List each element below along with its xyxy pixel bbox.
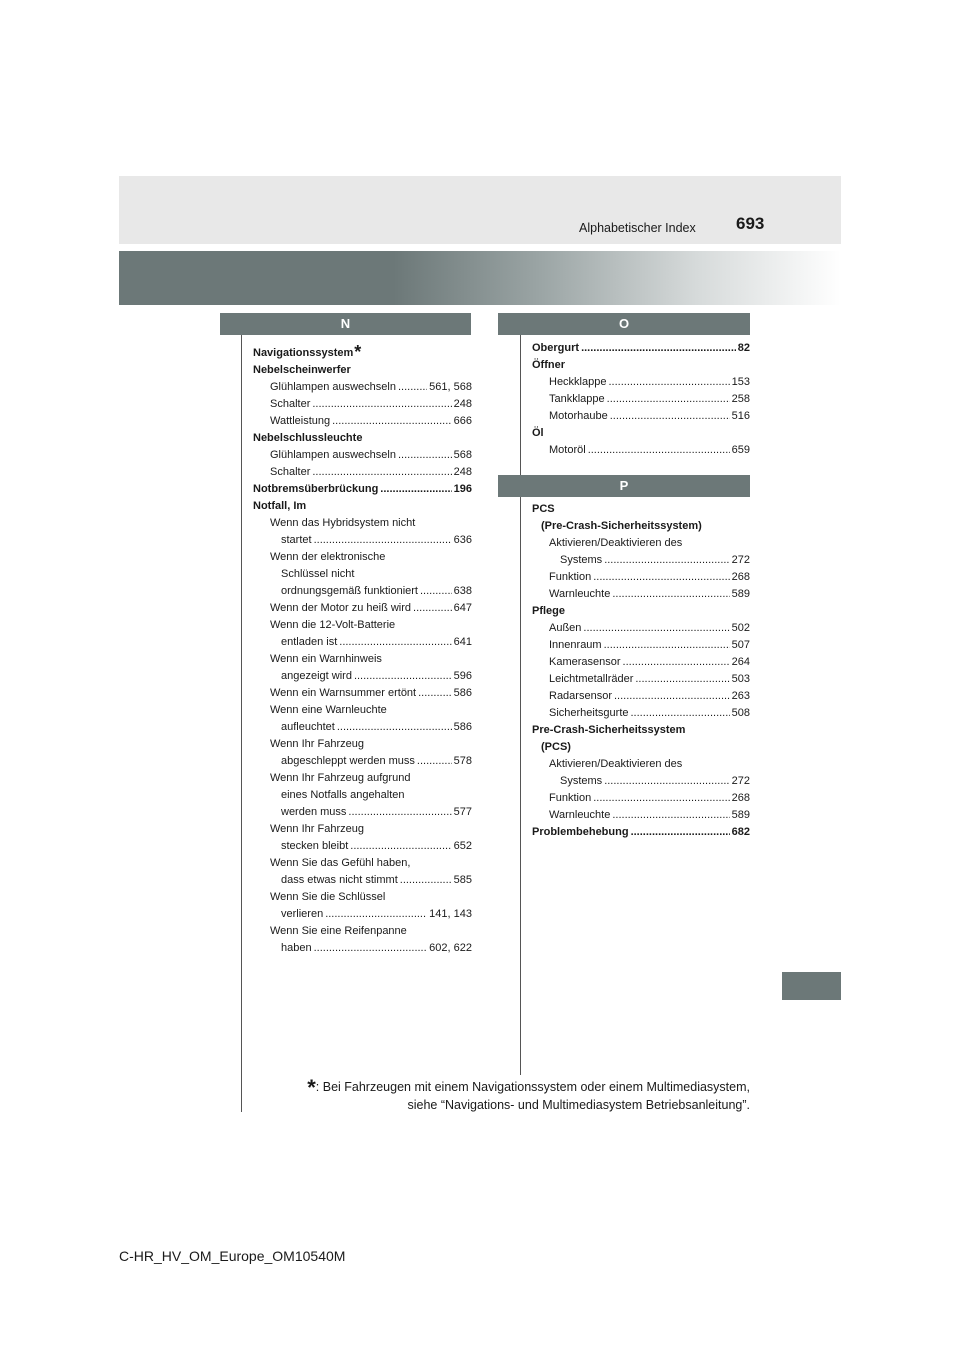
index-entry bbox=[532, 739, 750, 756]
dot-leader bbox=[337, 719, 452, 736]
index-entry-term: verlieren bbox=[281, 908, 324, 920]
document-code: C-HR_HV_OM_Europe_OM10540M bbox=[119, 1248, 346, 1264]
index-entry-page: 577 bbox=[453, 806, 472, 818]
index-entry bbox=[532, 357, 750, 374]
index-entry-term: Navigationssystem bbox=[253, 347, 354, 359]
index-entry bbox=[253, 634, 472, 651]
index-entry-page: 258 bbox=[731, 393, 750, 405]
index-entry bbox=[532, 722, 750, 739]
dot-leader bbox=[612, 807, 729, 824]
index-entry bbox=[253, 464, 472, 481]
index-entry-term: Heckklappe bbox=[549, 376, 607, 388]
index-entry bbox=[253, 838, 472, 855]
index-entry-term: (Pre-Crash-Sicherheitssystem) bbox=[541, 520, 702, 532]
index-entry bbox=[532, 637, 750, 654]
index-entry-term: Wenn der elektronische bbox=[270, 551, 386, 563]
index-entry-term: Öl bbox=[532, 427, 544, 439]
index-entry bbox=[532, 391, 750, 408]
dot-leader bbox=[593, 569, 729, 586]
index-entry-page: 586 bbox=[453, 687, 472, 699]
index-entry-term: Wenn Sie das Gefühl haben, bbox=[270, 857, 411, 869]
index-entry bbox=[253, 396, 472, 413]
index-entry bbox=[253, 566, 472, 583]
index-entry bbox=[253, 583, 472, 600]
index-entry-term: Motorhaube bbox=[549, 410, 608, 422]
index-entry bbox=[532, 688, 750, 705]
index-entry-term: Innenraum bbox=[549, 639, 602, 651]
index-entry bbox=[253, 821, 472, 838]
index-entry-term: Warnleuchte bbox=[549, 588, 611, 600]
dot-leader bbox=[583, 620, 729, 637]
dot-leader bbox=[631, 824, 730, 841]
index-entry-term: entladen ist bbox=[281, 636, 338, 648]
index-entry bbox=[532, 569, 750, 586]
dot-leader bbox=[420, 583, 452, 600]
index-entry-term: Wenn Ihr Fahrzeug aufgrund bbox=[270, 772, 411, 784]
index-entry-term: angezeigt wird bbox=[281, 670, 352, 682]
index-entry bbox=[532, 374, 750, 391]
dot-leader bbox=[418, 685, 452, 702]
index-column-o bbox=[532, 340, 750, 459]
section-header-o: O bbox=[498, 313, 750, 335]
dot-leader bbox=[314, 532, 452, 549]
index-entry bbox=[253, 515, 472, 532]
column-rule-middle bbox=[520, 335, 521, 1075]
index-entry-term: abgeschleppt werden muss bbox=[281, 755, 415, 767]
index-entry bbox=[532, 425, 750, 442]
index-entry-term: Wenn Ihr Fahrzeug bbox=[270, 738, 364, 750]
index-entry bbox=[253, 923, 472, 940]
index-entry-term: dass etwas nicht stimmt bbox=[281, 874, 398, 886]
index-entry bbox=[253, 447, 472, 464]
index-entry bbox=[253, 651, 472, 668]
index-entry-term: Öffner bbox=[532, 359, 565, 371]
index-entry bbox=[253, 685, 472, 702]
dot-leader bbox=[635, 671, 729, 688]
index-entry-term: Wenn ein Warnsummer ertönt bbox=[270, 687, 417, 699]
index-entry bbox=[253, 549, 472, 566]
index-entry-page: 589 bbox=[731, 809, 750, 821]
dot-leader bbox=[623, 654, 730, 671]
dot-leader bbox=[417, 753, 452, 770]
index-column-n bbox=[253, 342, 472, 957]
index-entry bbox=[253, 413, 472, 430]
index-entry-term: Kamerasensor bbox=[549, 656, 621, 668]
index-entry-term: Leichtmetallräder bbox=[549, 673, 634, 685]
index-entry-term: Nebelscheinwerfer bbox=[253, 364, 351, 376]
index-entry-page: 666 bbox=[453, 415, 472, 427]
footnote-line-2: siehe “Navigations- und Multimediasystem Betriebsanleitung”. bbox=[407, 1098, 750, 1112]
index-entry bbox=[532, 824, 750, 841]
index-entry bbox=[253, 736, 472, 753]
index-entry-term: Notfall, Im bbox=[253, 500, 307, 512]
index-entry bbox=[253, 889, 472, 906]
index-entry bbox=[532, 535, 750, 552]
index-entry-term: Wenn ein Warnhinweis bbox=[270, 653, 382, 665]
index-entry-term: Problembehebung bbox=[532, 826, 629, 838]
index-entry-page: 272 bbox=[731, 775, 750, 787]
index-entry-page: 248 bbox=[453, 466, 472, 478]
index-entry-page: 264 bbox=[731, 656, 750, 668]
index-entry bbox=[532, 603, 750, 620]
dot-leader bbox=[607, 391, 730, 408]
index-entry bbox=[253, 702, 472, 719]
index-entry-page: 82 bbox=[737, 342, 750, 354]
index-entry-term: aufleuchtet bbox=[281, 721, 335, 733]
section-header-p: P bbox=[498, 475, 750, 497]
index-entry-term: Außen bbox=[549, 622, 582, 634]
dot-leader bbox=[398, 447, 452, 464]
index-entry-page: 561, 568 bbox=[429, 381, 472, 393]
index-entry-page: 636 bbox=[453, 534, 472, 546]
index-entry bbox=[532, 518, 750, 535]
index-entry bbox=[532, 408, 750, 425]
index-entry bbox=[253, 342, 472, 362]
index-entry-term: (PCS) bbox=[541, 741, 571, 753]
index-entry-page: 507 bbox=[731, 639, 750, 651]
index-entry-page: 153 bbox=[731, 376, 750, 388]
index-entry-page: 638 bbox=[453, 585, 472, 597]
index-entry bbox=[253, 379, 472, 396]
index-entry-term: Motoröl bbox=[549, 444, 586, 456]
index-entry bbox=[253, 498, 472, 515]
dot-leader bbox=[339, 634, 451, 651]
dot-leader bbox=[581, 340, 736, 357]
index-entry bbox=[532, 807, 750, 824]
index-entry-term: Funktion bbox=[549, 571, 592, 583]
dot-leader bbox=[631, 705, 730, 722]
footnote bbox=[265, 1075, 750, 1114]
index-entry-page: 272 bbox=[731, 554, 750, 566]
index-entry-term: Pflege bbox=[532, 605, 566, 617]
index-entry-term: Wattleistung bbox=[270, 415, 331, 427]
page-number: 693 bbox=[736, 214, 765, 233]
index-entry bbox=[532, 705, 750, 722]
index-entry-term: Glühlampen auswechseln bbox=[270, 449, 396, 461]
chapter-side-tab bbox=[782, 972, 841, 1000]
index-entry-term: Wenn das Hybridsystem nicht bbox=[270, 517, 416, 529]
index-entry-term: Notbremsüberbrückung bbox=[253, 483, 379, 495]
index-entry-page: 516 bbox=[731, 410, 750, 422]
dot-leader bbox=[312, 396, 451, 413]
index-entry-term: Warnleuchte bbox=[549, 809, 611, 821]
dot-leader bbox=[332, 413, 452, 430]
index-entry bbox=[253, 787, 472, 804]
index-entry-page: 652 bbox=[453, 840, 472, 852]
dot-leader bbox=[612, 586, 729, 603]
dot-leader bbox=[350, 838, 451, 855]
index-entry-page: 682 bbox=[731, 826, 750, 838]
index-entry bbox=[253, 617, 472, 634]
dot-leader bbox=[400, 872, 452, 889]
index-entry bbox=[532, 501, 750, 518]
index-entry bbox=[532, 620, 750, 637]
index-entry-term: Wenn Sie die Schlüssel bbox=[270, 891, 386, 903]
index-entry-page: 248 bbox=[453, 398, 472, 410]
index-entry bbox=[532, 790, 750, 807]
column-rule-left bbox=[241, 335, 242, 1112]
index-entry-term: Wenn die 12-Volt-Batterie bbox=[270, 619, 396, 631]
dot-leader bbox=[354, 668, 452, 685]
index-entry-page: 641 bbox=[453, 636, 472, 648]
index-entry-term: Nebelschlussleuchte bbox=[253, 432, 363, 444]
index-entry bbox=[253, 532, 472, 549]
index-entry-page: 263 bbox=[731, 690, 750, 702]
index-entry-term: Schalter bbox=[270, 398, 311, 410]
index-entry-term: startet bbox=[281, 534, 312, 546]
dot-leader bbox=[314, 940, 428, 957]
index-entry bbox=[532, 671, 750, 688]
index-entry bbox=[253, 906, 472, 923]
index-entry-term: PCS bbox=[532, 503, 555, 515]
index-entry-page: 196 bbox=[453, 483, 472, 495]
dot-leader bbox=[312, 464, 451, 481]
index-entry-page: 568 bbox=[453, 449, 472, 461]
index-entry-term: eines Notfalls angehalten bbox=[281, 789, 405, 801]
dot-leader bbox=[614, 688, 730, 705]
index-entry-term: Systems bbox=[560, 775, 603, 787]
index-entry-page: 585 bbox=[453, 874, 472, 886]
header-bar bbox=[119, 176, 841, 244]
index-entry-page: 503 bbox=[731, 673, 750, 685]
dot-leader bbox=[593, 790, 729, 807]
dot-leader bbox=[610, 408, 730, 425]
index-entry-term: Wenn Sie eine Reifenpanne bbox=[270, 925, 407, 937]
index-entry-page: 647 bbox=[453, 602, 472, 614]
index-entry-term: ordnungsgemäß funktioniert bbox=[281, 585, 418, 597]
index-entry-term: werden muss bbox=[281, 806, 347, 818]
footnote-marker: * bbox=[354, 342, 362, 362]
dot-leader bbox=[604, 637, 730, 654]
index-entry bbox=[253, 872, 472, 889]
index-entry-page: 589 bbox=[731, 588, 750, 600]
index-column-p bbox=[532, 501, 750, 841]
index-entry-page: 596 bbox=[453, 670, 472, 682]
index-entry-term: Systems bbox=[560, 554, 603, 566]
index-entry-term: Sicherheitsgurte bbox=[549, 707, 629, 719]
index-entry-page: 508 bbox=[731, 707, 750, 719]
index-entry-term: Schlüssel nicht bbox=[281, 568, 355, 580]
index-entry-page: 268 bbox=[731, 571, 750, 583]
index-entry bbox=[253, 430, 472, 447]
index-entry-term: stecken bleibt bbox=[281, 840, 349, 852]
index-entry bbox=[253, 481, 472, 498]
index-entry bbox=[532, 340, 750, 357]
chapter-title: Alphabetischer Index bbox=[579, 221, 696, 235]
index-entry-page: 659 bbox=[731, 444, 750, 456]
dot-leader bbox=[380, 481, 451, 498]
index-entry bbox=[532, 756, 750, 773]
dot-leader bbox=[608, 374, 729, 391]
index-entry-page: 141, 143 bbox=[429, 908, 472, 920]
index-entry bbox=[253, 940, 472, 957]
index-entry bbox=[253, 668, 472, 685]
index-entry-term: Aktivieren/Deaktivieren des bbox=[549, 758, 683, 770]
dot-leader bbox=[348, 804, 451, 821]
index-entry bbox=[253, 362, 472, 379]
index-entry-page: 502 bbox=[731, 622, 750, 634]
dot-leader bbox=[604, 552, 729, 569]
index-entry-term: haben bbox=[281, 942, 312, 954]
index-entry-page: 602, 622 bbox=[429, 942, 472, 954]
decorative-band bbox=[119, 251, 841, 305]
index-entry-term: Aktivieren/Deaktivieren des bbox=[549, 537, 683, 549]
index-entry-term: Funktion bbox=[549, 792, 592, 804]
index-entry bbox=[532, 552, 750, 569]
index-entry bbox=[532, 442, 750, 459]
index-entry-term: Pre-Crash-Sicherheitssystem bbox=[532, 724, 686, 736]
dot-leader bbox=[325, 906, 427, 923]
index-entry bbox=[253, 770, 472, 787]
index-entry bbox=[532, 773, 750, 790]
index-entry-page: 578 bbox=[453, 755, 472, 767]
index-entry-term: Tankklappe bbox=[549, 393, 605, 405]
index-entry-term: Wenn eine Warnleuchte bbox=[270, 704, 387, 716]
index-entry bbox=[253, 753, 472, 770]
index-entry-term: Obergurt bbox=[532, 342, 580, 354]
index-entry bbox=[532, 586, 750, 603]
index-entry-term: Wenn der Motor zu heiß wird bbox=[270, 602, 412, 614]
dot-leader bbox=[398, 379, 427, 396]
dot-leader bbox=[588, 442, 730, 459]
index-entry bbox=[253, 804, 472, 821]
index-entry-term: Wenn Ihr Fahrzeug bbox=[270, 823, 364, 835]
section-header-n: N bbox=[220, 313, 471, 335]
dot-leader bbox=[604, 773, 729, 790]
index-entry bbox=[532, 654, 750, 671]
index-entry-term: Schalter bbox=[270, 466, 311, 478]
footnote-line-1: : Bei Fahrzeugen mit einem Navigationssystem oder einem Multimediasystem, bbox=[315, 1080, 750, 1094]
index-entry-page: 586 bbox=[453, 721, 472, 733]
index-entry-term: Glühlampen auswechseln bbox=[270, 381, 396, 393]
dot-leader bbox=[413, 600, 452, 617]
index-entry bbox=[253, 719, 472, 736]
index-entry-term: Radarsensor bbox=[549, 690, 612, 702]
footnote-star: * bbox=[307, 1075, 316, 1100]
index-entry bbox=[253, 855, 472, 872]
index-entry-page: 268 bbox=[731, 792, 750, 804]
index-entry bbox=[253, 600, 472, 617]
